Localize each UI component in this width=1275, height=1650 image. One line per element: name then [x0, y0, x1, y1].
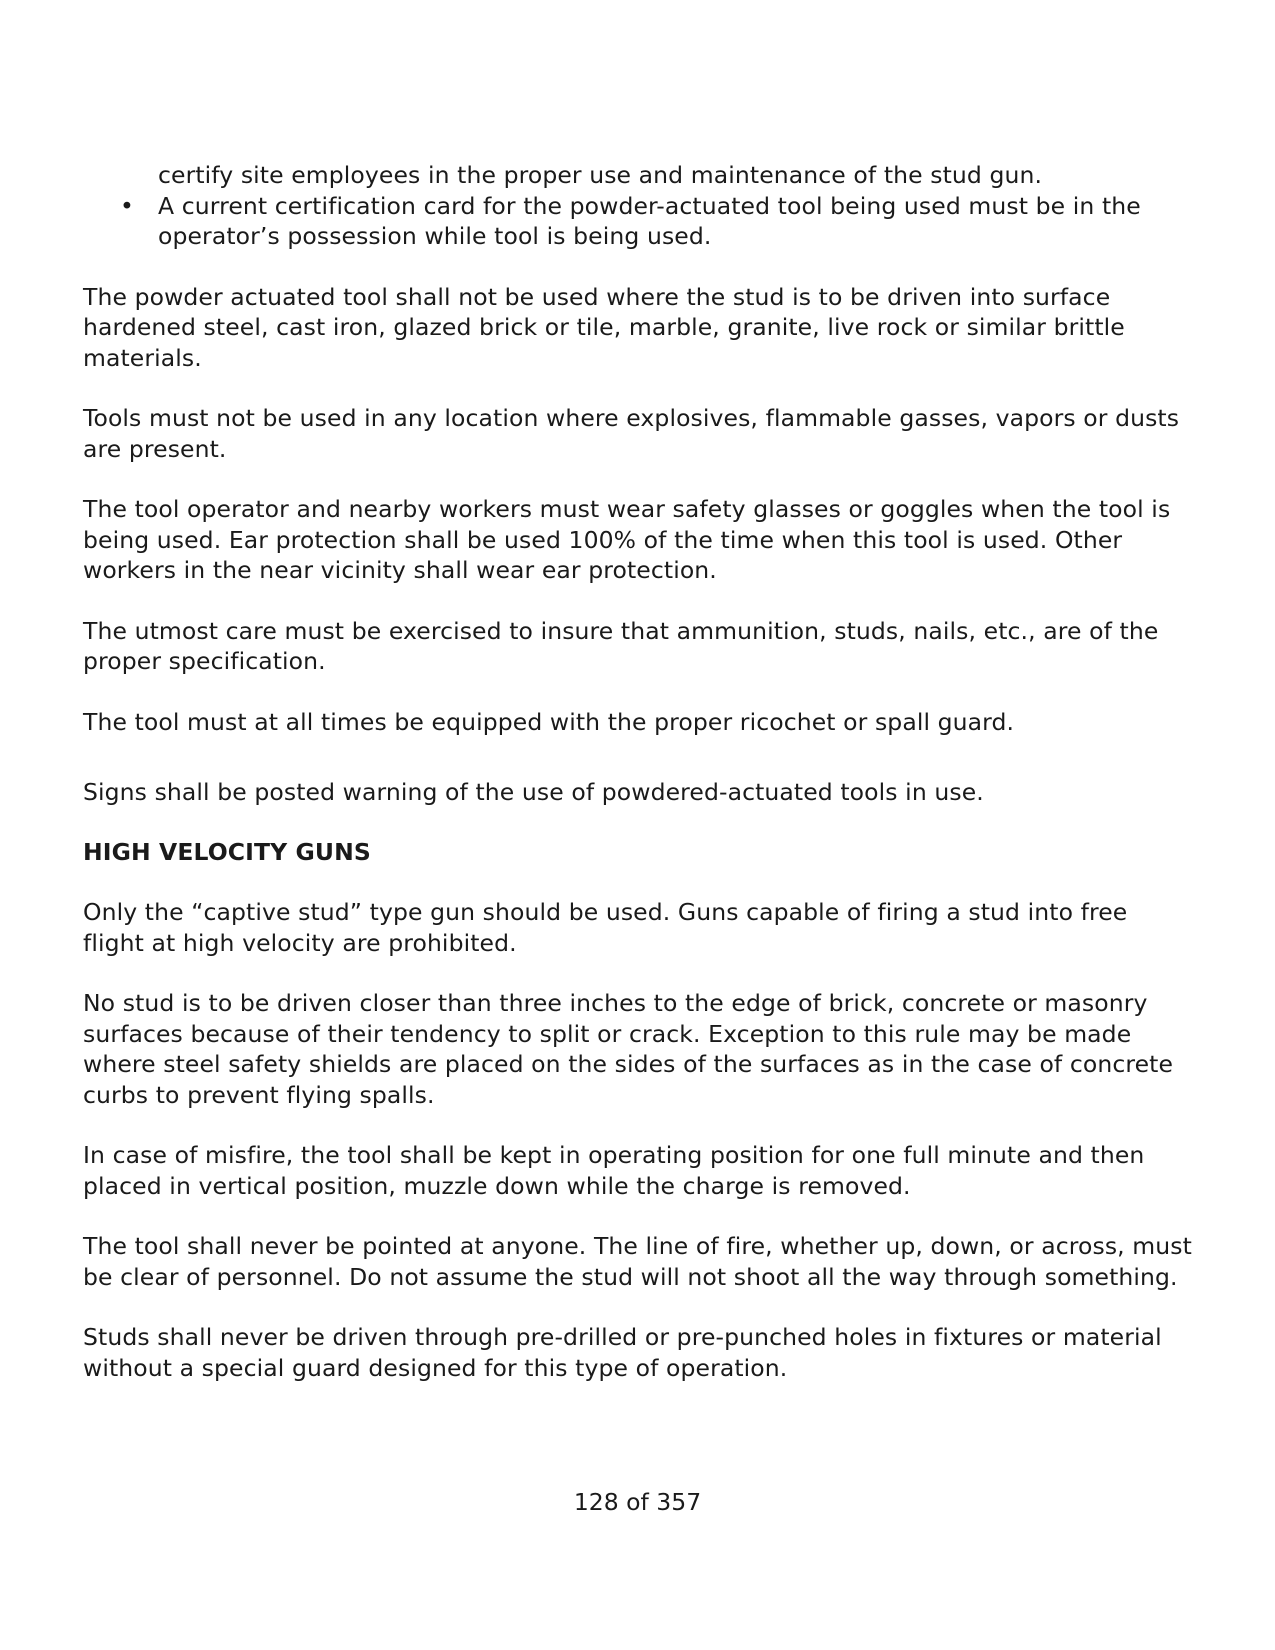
paragraph-eye-ear-protection: The tool operator and nearby workers must wear safety glasses or goggles when the tool is being used. Ear protection shall be used 100% of the time when this tool is used. Other workers in the near vicinity shall wear ear protection.: [83, 495, 1171, 584]
paragraph-misfire: In case of misfire, the tool shall be kept in operating position for one full minute and then placed in vertical position, muzzle down while the charge is removed.: [83, 1141, 1145, 1200]
list-continuation-text: certify site employees in the proper use and maintenance of the stud gun.: [158, 161, 1043, 189]
paragraph-proper-specification: The utmost care must be exercised to insure that ammunition, studs, nails, etc., are of the proper specification.: [83, 616, 1159, 675]
paragraph-captive-stud: Only the “captive stud” type gun should be used. Guns capable of firing a stud into free flight at high velocity are prohibited.: [83, 898, 1128, 957]
page-body: [83, 160, 1193, 1383]
paragraph-edge-distance: No stud is to be driven closer than three inches to the edge of brick, concrete or masonry surfaces because of their tendency to split or crack. Exception to this rule may be made where steel safety shields are placed on the sides of the surfaces as in the case of concrete curbs to prevent flying spalls.: [83, 989, 1174, 1109]
bullet-icon: •: [120, 191, 134, 220]
paragraph-warning-signs: Signs shall be posted warning of the use of powdered-actuated tools in use.: [83, 778, 984, 806]
bullet-list-item: [120, 191, 1193, 252]
page-number: 128 of 357: [573, 1488, 702, 1516]
paragraph-brittle-materials: The powder actuated tool shall not be used where the stud is to be driven into surface hardened steel, cast iron, glazed brick or tile, marble, granite, live rock or similar brittle materials.: [83, 282, 1125, 372]
paragraph-explosive-locations: Tools must not be used in any location where explosives, flammable gasses, vapors or dusts are present.: [83, 404, 1180, 463]
paragraph-spall-guard: The tool must at all times be equipped with the proper ricochet or spall guard.: [83, 707, 1015, 736]
paragraph-predrilled-holes: Studs shall never be driven through pre-drilled or pre-punched holes in fixtures or material without a special guard designed for this type of operation.: [83, 1323, 1162, 1382]
paragraph-line-of-fire: The tool shall never be pointed at anyone. The line of fire, whether up, down, or across, must be clear of personnel. Do not assume the stud will not shoot all the way through something.: [83, 1232, 1192, 1291]
bullet-item-text: A current certification card for the powder-actuated tool being used must be in the operator’s possession while tool is being used.: [158, 191, 1141, 250]
section-heading: HIGH VELOCITY GUNS: [83, 837, 371, 866]
